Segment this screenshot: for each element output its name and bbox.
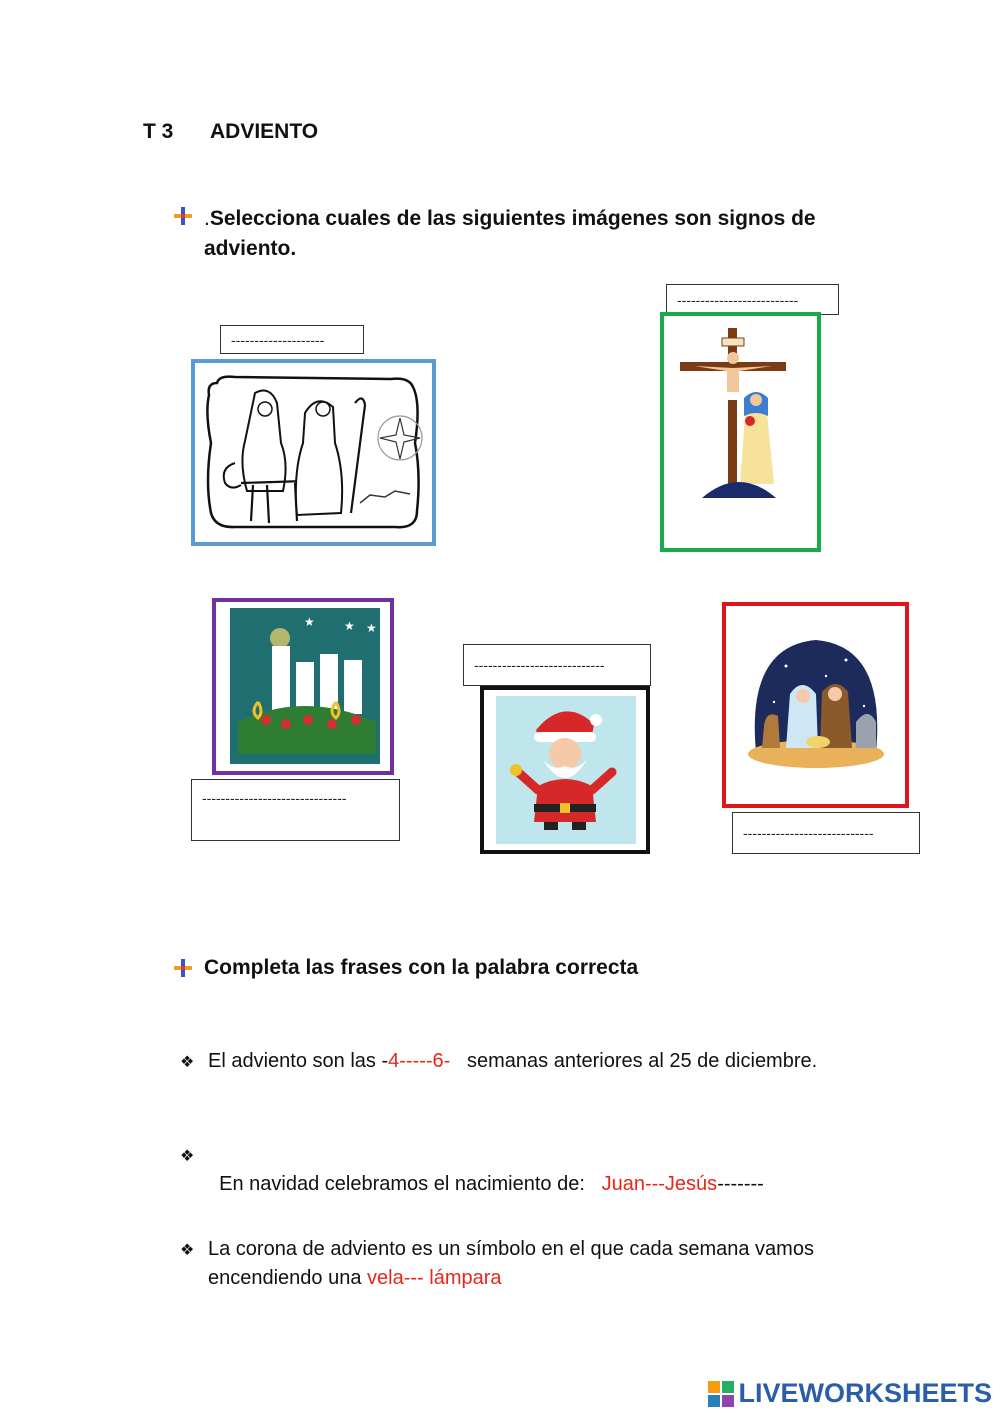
sentence-3-answer[interactable]: vela--- lámpara — [367, 1267, 502, 1289]
instruction-select-signs — [204, 204, 864, 264]
sentence-1-start: El adviento son las - — [208, 1050, 389, 1072]
sentence-1-answer[interactable]: 4-----6- — [388, 1050, 451, 1072]
sentence-1 — [208, 1047, 848, 1076]
image-frame-santa[interactable] — [480, 686, 650, 854]
instruction-text: Selecciona cuales de las siguientes imágenes son signos de adviento. — [204, 207, 816, 260]
topic-number: T 3 — [143, 120, 174, 143]
answer-box-crucifix[interactable]: -------------------------- — [666, 284, 839, 315]
diamond-bullet-icon: ❖ — [180, 1242, 195, 1259]
answer-box-candles[interactable]: ------------------------------- — [191, 779, 400, 841]
liveworksheets-logo-icon — [708, 1381, 734, 1407]
advent-wreath-image — [216, 602, 390, 771]
answer-box-santa[interactable]: ---------------------------- — [463, 644, 651, 686]
image-frame-journey[interactable] — [191, 359, 436, 546]
crucifixion-image — [664, 316, 817, 548]
cross-bullet-icon — [173, 958, 193, 978]
journey-to-bethlehem-image — [195, 363, 432, 542]
instruction-dot: . — [204, 207, 210, 230]
answer-box-nativity[interactable]: ---------------------------- — [732, 812, 920, 854]
cross-bullet-icon — [173, 206, 193, 226]
sentence-2 — [208, 1141, 848, 1199]
sentence-1-end: semanas anteriores al 25 de diciembre. — [450, 1050, 818, 1072]
sentence-2-answer[interactable]: Juan---Jesús — [601, 1173, 718, 1195]
image-frame-candles[interactable] — [212, 598, 394, 775]
sentence-2-start: En navidad celebramos el nacimiento de: — [219, 1173, 602, 1195]
svg-text:★: ★ — [344, 619, 355, 633]
svg-text:★: ★ — [304, 615, 315, 629]
sentence-3-start: La corona de adviento es un símbolo en el que cada semana vamos encendiendo una — [208, 1238, 814, 1289]
image-frame-nativity[interactable] — [722, 602, 909, 808]
worksheet-title — [143, 120, 318, 144]
image-frame-crucifix[interactable] — [660, 312, 821, 552]
instruction-complete-sentences: Completa las frases con la palabra correcta — [204, 956, 639, 979]
diamond-bullet-icon: ❖ — [180, 1148, 195, 1165]
answer-box-journey[interactable]: -------------------- — [220, 325, 364, 354]
svg-text:★: ★ — [366, 621, 377, 635]
sentence-3 — [208, 1235, 848, 1293]
liveworksheets-logo — [708, 1378, 992, 1409]
diamond-bullet-icon: ❖ — [180, 1054, 195, 1071]
nativity-scene-image — [726, 606, 905, 804]
sentence-2-end: ------- — [717, 1173, 764, 1195]
topic-title: ADVIENTO — [210, 120, 319, 143]
santa-claus-image — [484, 690, 646, 850]
logo-text: LIVEWORKSHEETS — [738, 1378, 992, 1408]
